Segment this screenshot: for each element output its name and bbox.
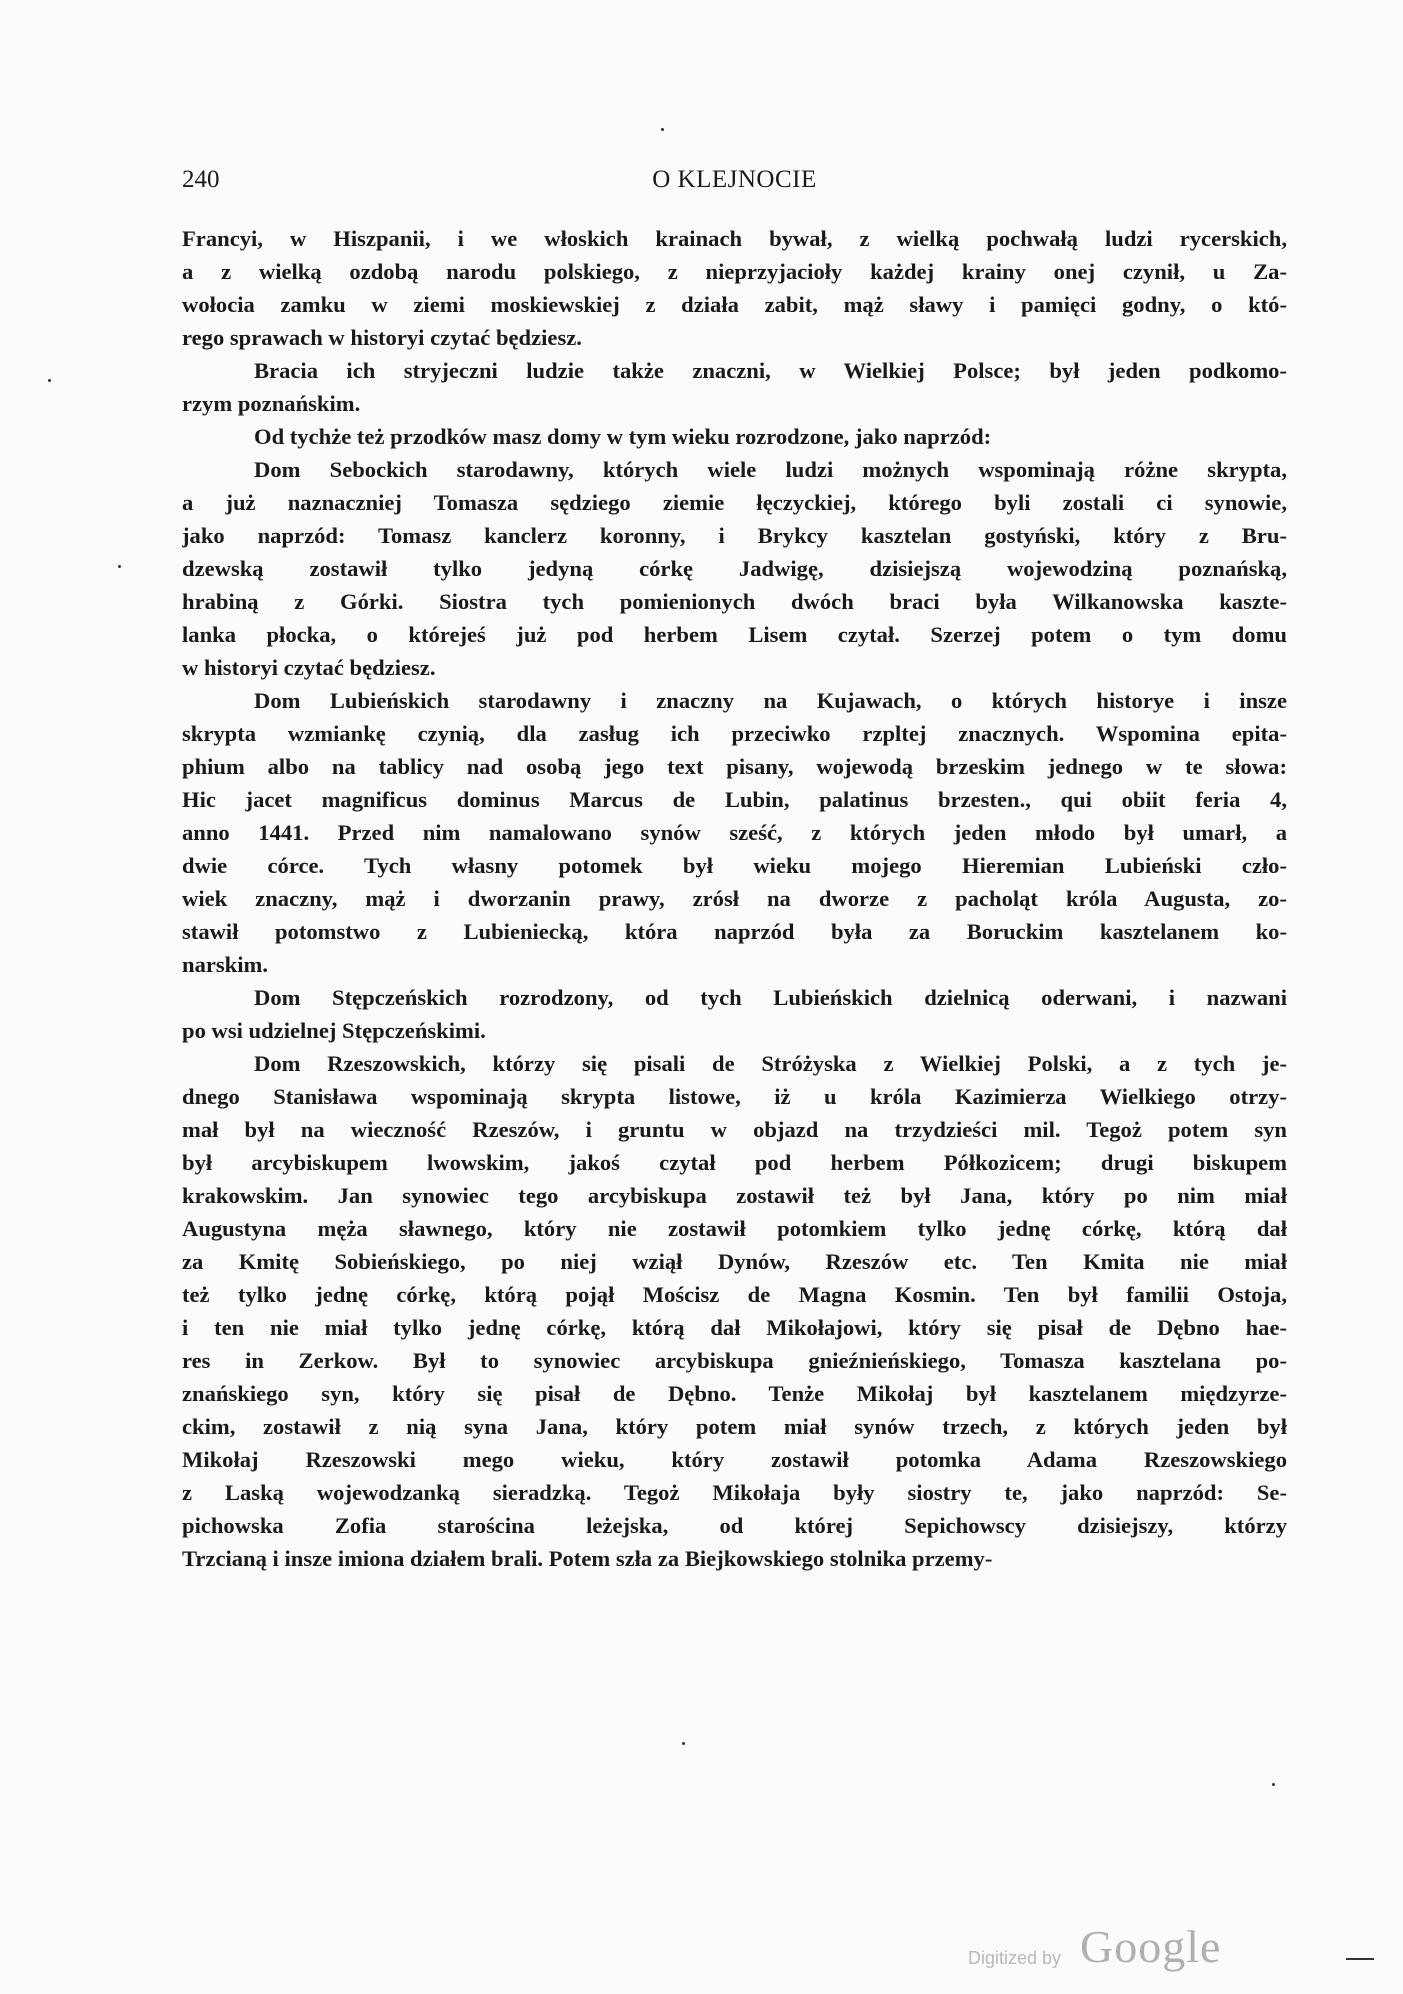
text-line: Dom Sebockich starodawny, których wiele ludzi możnych wspominają różne skrypta, [254, 457, 1287, 482]
text-line: Od tychże też przodków masz domy w tym wieku rozrodzone, jako naprzód: [254, 424, 992, 449]
page-number: 240 [182, 166, 220, 193]
digitized-by-google-watermark [968, 1920, 1268, 1980]
text-line: ckim, zostawił z nią syna Jana, który potem miał synów trzech, z których jeden był [182, 1414, 1287, 1439]
scan-speck [1346, 1958, 1374, 1960]
scan-speck [1272, 1783, 1275, 1786]
text-line: res in Zerkow. Był to synowiec arcybiskupa gnieźnieńskiego, Tomasza kasztelana po- [182, 1348, 1287, 1373]
text-line: Dom Stępczeńskich rozrodzony, od tych Lubieńskich dzielnicą oderwani, i nazwani [254, 985, 1287, 1010]
text-line: Mikołaj Rzeszowski mego wieku, który zostawił potomka Adama Rzeszowskiego [182, 1447, 1287, 1472]
scan-speck [682, 1742, 685, 1745]
text-line: za Kmitę Sobieńskiego, po niej wziął Dynów, Rzeszów etc. Ten Kmita nie miał [182, 1249, 1287, 1274]
text-line: Dom Rzeszowskich, którzy się pisali de Stróżyska z Wielkiej Polski, a z tych je- [254, 1051, 1287, 1076]
text-line: jako naprzód: Tomasz kanclerz koronny, i Brykcy kasztelan gostyński, który z Bru- [182, 523, 1287, 548]
text-line: dnego Stanisława wspominają skrypta listowe, iż u króla Kazimierza Wielkiego otrzy- [182, 1084, 1287, 1109]
text-line: Bracia ich stryjeczni ludzie także znaczni, w Wielkiej Polsce; był jeden podkomo- [254, 358, 1287, 383]
text-line: pichowska Zofia starościna leżejska, od której Sepichowscy dzisiejszy, którzy [182, 1513, 1287, 1538]
scan-speck [48, 379, 51, 382]
text-line: był arcybiskupem lwowskim, jakoś czytał pod herbem Półkozicem; drugi biskupem [182, 1150, 1287, 1175]
text-line: też tylko jednę córkę, którą pojął Mościsz de Magna Kosmin. Ten był familii Ostoja, [182, 1282, 1287, 1307]
text-line: lanka płocka, o którejeś już pod herbem Lisem czytał. Szerzej potem o tym domu [182, 622, 1287, 647]
scan-speck [661, 128, 664, 131]
text-line: rego sprawach w historyi czytać będziesz. [182, 325, 582, 350]
text-line: Augustyna męża sławnego, który nie zostawił potomkiem tylko jednę córkę, którą dał [182, 1216, 1287, 1241]
text-line: Hic jacet magnificus dominus Marcus de Lubin, palatinus brzesten., qui obiit feria 4, [182, 787, 1287, 812]
text-line: a już naznaczniej Tomasza sędziego ziemie łęczyckiej, którego byli zostali ci synowie, [182, 490, 1287, 515]
text-line: i ten nie miał tylko jednę córkę, którą dał Mikołajowi, który się pisał de Dębno hae- [182, 1315, 1287, 1340]
text-line: krakowskim. Jan synowiec tego arcybiskupa zostawił też był Jana, który po nim miał [182, 1183, 1287, 1208]
text-line: Trzcianą i insze imiona działem brali. Potem szła za Biejkowskiego stolnika przemy- [182, 1546, 993, 1571]
page-header [182, 166, 1287, 202]
text-line: dwie córce. Tych własny potomek był wieku mojego Hieremian Lubieński czło- [182, 853, 1287, 878]
text-line: w historyi czytać będziesz. [182, 655, 436, 680]
watermark-prefix: Digitized by [968, 1948, 1062, 1968]
text-line: phium albo na tablicy nad osobą jego text pisany, wojewodą brzeskim jednego w te słowa: [182, 754, 1287, 779]
text-line: Francyi, w Hiszpanii, i we włoskich krainach bywał, z wielką pochwałą ludzi rycerskich, [182, 226, 1287, 251]
text-line: wiek znaczny, mąż i dworzanin prawy, zrósł na dworze z pacholąt króla Augusta, zo- [182, 886, 1287, 911]
running-title: O KLEJNOCIE [652, 166, 817, 193]
text-line: wołocia zamku w ziemi moskiewskiej z działa zabit, mąż sławy i pamięci godny, o któ- [182, 292, 1287, 317]
text-line: z Laską wojewodzanką sieradzką. Tegoż Mikołaja były siostry te, jako naprzód: Se- [182, 1480, 1287, 1505]
google-logo: Google [1080, 1921, 1222, 1972]
text-line: stawił potomstwo z Lubieniecką, która naprzód była za Boruckim kasztelanem ko- [182, 919, 1287, 944]
text-line: skrypta wzmiankę czynią, dla zasług ich przeciwko rzpltej znacznych. Wspomina epita- [182, 721, 1287, 746]
text-line: mał był na wieczność Rzeszów, i gruntu w objazd na trzydzieści mil. Tegoż potem syn [182, 1117, 1287, 1142]
text-line: dzewską zostawił tylko jedyną córkę Jadwigę, dzisiejszą wojewodziną poznańską, [182, 556, 1287, 581]
text-line: znańskiego syn, który się pisał de Dębno. Tenże Mikołaj był kasztelanem międzyrze- [182, 1381, 1287, 1406]
text-line: rzym poznańskim. [182, 391, 361, 416]
text-line: anno 1441. Przed nim namalowano synów sześć, z których jeden młodo był umarł, a [182, 820, 1287, 845]
text-line: po wsi udzielnej Stępczeńskimi. [182, 1018, 486, 1043]
body-text [182, 222, 1287, 1575]
scan-speck [118, 565, 121, 568]
text-line: narskim. [182, 952, 268, 977]
text-line: a z wielką ozdobą narodu polskiego, z nieprzyjacioły każdej krainy onej czynił, u Za- [182, 259, 1287, 284]
text-line: hrabiną z Górki. Siostra tych pomienionych dwóch braci była Wilkanowska kasztе- [182, 589, 1287, 614]
text-line: Dom Lubieńskich starodawny i znaczny na Kujawach, o których historye i insze [254, 688, 1287, 713]
